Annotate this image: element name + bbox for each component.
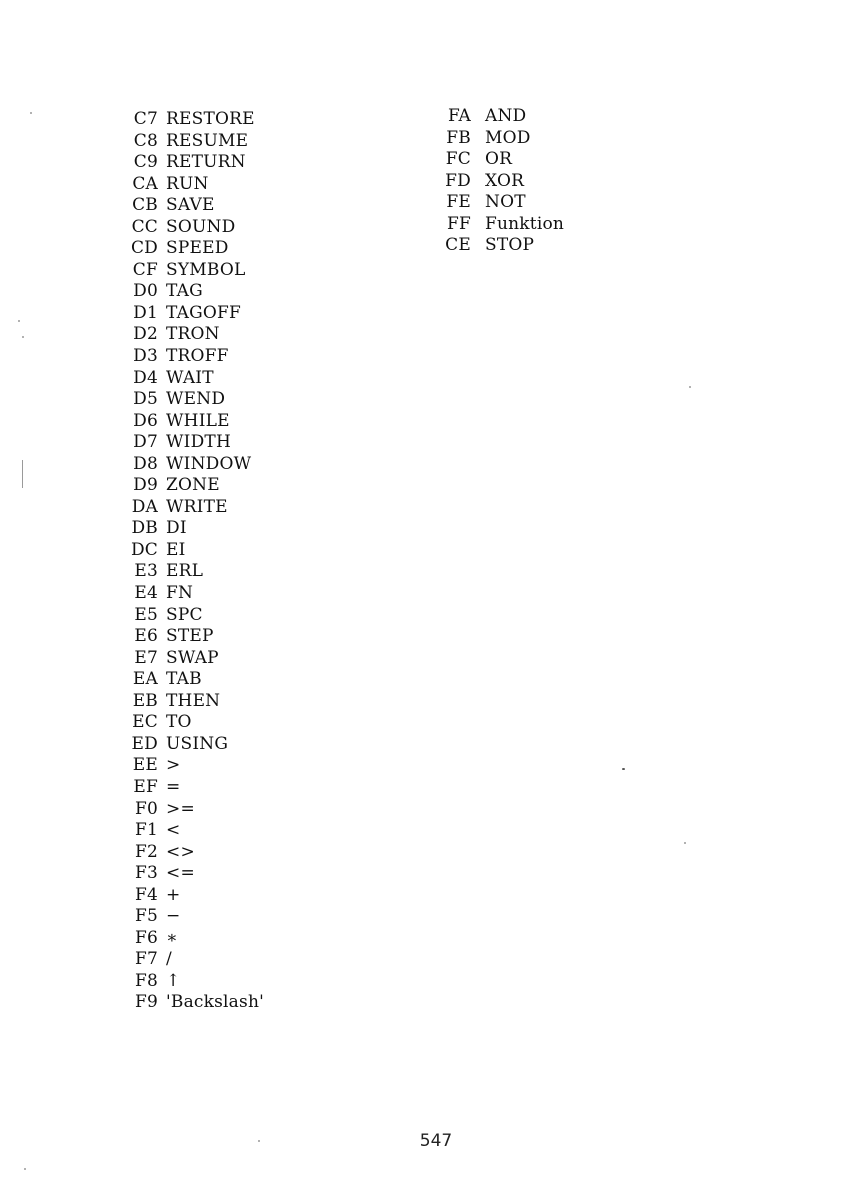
token-keyword: FN [166,583,194,604]
token-row [118,152,264,174]
token-keyword: THEN [166,690,221,711]
token-row [118,238,264,260]
token-keyword: SAVE [166,195,215,216]
token-row [118,605,264,627]
token-code: E3 [134,561,158,582]
token-code: DA [131,496,158,517]
token-keyword: <= [166,863,195,884]
token-row [118,174,264,196]
token-code: D7 [133,432,158,453]
token-keyword: RETURN [166,152,246,173]
token-keyword: WHILE [166,410,230,431]
token-row [118,992,264,1014]
token-keyword: WAIT [166,367,214,388]
token-keyword: WIDTH [166,432,231,453]
token-code: F5 [134,906,158,927]
token-row [118,949,264,971]
token-code: F6 [134,927,158,948]
token-row [443,149,564,171]
token-keyword: RESUME [166,130,249,151]
token-code: EB [132,690,158,711]
token-keyword: STEP [166,626,214,647]
token-keyword: > [166,755,181,776]
token-row [118,195,264,217]
token-code: EE [132,755,158,776]
token-code: FD [445,170,471,191]
token-keyword: SPC [166,604,203,625]
token-row [118,885,264,907]
scan-speck [258,1140,260,1142]
token-code: E7 [134,647,158,668]
token-table-left-column [118,109,264,1014]
token-keyword: XOR [485,170,525,191]
token-row [118,411,264,433]
token-keyword: SWAP [166,647,219,668]
token-code: FF [447,213,471,234]
token-row [118,971,264,993]
token-code: DB [131,518,158,539]
token-keyword: SPEED [166,238,229,259]
token-row [118,346,264,368]
token-code: F8 [134,970,158,991]
token-keyword: RESTORE [166,109,255,129]
token-row [118,777,264,799]
token-keyword: USING [166,733,229,754]
token-keyword: = [166,776,181,797]
token-code: DC [130,539,158,560]
token-row [118,842,264,864]
token-keyword: OR [485,149,513,170]
token-code: FE [446,192,471,213]
token-code: CE [445,235,471,256]
token-code: C9 [133,152,158,173]
token-code: F4 [134,884,158,905]
token-row [118,518,264,540]
token-code: D2 [133,324,158,345]
scan-speck [689,386,691,388]
token-row [118,303,264,325]
token-row [118,432,264,454]
token-row [118,281,264,303]
token-row [118,497,264,519]
token-code: EF [133,776,158,797]
token-row [118,820,264,842]
token-table-right-column [443,106,564,257]
token-row [118,648,264,670]
token-code: E5 [134,604,158,625]
token-keyword: ERL [166,561,204,582]
token-keyword: NOT [485,192,526,213]
token-keyword: + [166,884,181,905]
token-row [118,691,264,713]
token-code: CF [132,259,158,280]
token-keyword: >= [166,798,195,819]
token-row [118,389,264,411]
token-row [118,368,264,390]
scan-speck [30,112,32,114]
token-keyword: TO [166,712,192,733]
token-row [118,799,264,821]
token-keyword: ↑ [166,970,181,991]
token-row [443,171,564,193]
token-keyword: TAGOFF [166,302,241,323]
token-keyword: / [166,949,172,970]
scan-speck [622,768,625,770]
token-row [118,626,264,648]
token-code: D9 [133,475,158,496]
token-row [118,734,264,756]
token-code: CC [131,216,158,237]
token-row [118,475,264,497]
scan-speck [24,1168,26,1170]
token-keyword: < [166,820,181,841]
token-code: F3 [134,863,158,884]
token-row [118,906,264,928]
token-code: EA [132,669,158,690]
token-code: FA [448,106,471,126]
token-code: FC [445,149,471,170]
token-keyword: DI [166,518,187,539]
scan-speck [22,336,24,338]
token-code: F2 [134,841,158,862]
token-row [443,192,564,214]
token-keyword: TRON [166,324,220,345]
token-code: CB [132,195,158,216]
token-code: F1 [134,820,158,841]
token-keyword: STOP [485,235,535,256]
token-keyword: SOUND [166,216,236,237]
token-row [443,235,564,257]
token-keyword: WINDOW [166,453,252,474]
token-row [118,217,264,239]
token-code: C7 [133,109,158,129]
token-code: EC [132,712,158,733]
token-code: D5 [133,389,158,410]
token-code: C8 [133,130,158,151]
token-keyword: − [166,906,181,927]
token-keyword: WEND [166,389,226,410]
token-row [118,755,264,777]
scan-speck [22,460,23,488]
token-row [118,454,264,476]
token-row [118,131,264,153]
token-code: E6 [134,626,158,647]
token-code: CA [132,173,158,194]
token-row [118,540,264,562]
scan-speck [684,842,686,844]
token-keyword: MOD [485,127,531,148]
token-row [118,928,264,950]
token-keyword: RUN [166,173,209,194]
token-code: ED [131,733,158,754]
token-keyword: EI [166,539,186,560]
token-code: F9 [134,992,158,1013]
token-keyword: Funktion [485,213,565,234]
token-row [118,669,264,691]
token-keyword: 'Backslash' [166,992,264,1013]
token-code: FB [446,127,471,148]
token-row [443,214,564,236]
token-keyword: WRITE [166,496,228,517]
token-row [443,128,564,150]
token-keyword: AND [485,106,527,126]
token-row [443,106,564,128]
token-code: CD [130,238,158,259]
token-keyword: TAB [166,669,202,690]
token-code: E4 [134,583,158,604]
token-keyword: SYMBOL [166,259,246,280]
token-code: F7 [134,949,158,970]
token-code: D6 [133,410,158,431]
token-code: D8 [133,453,158,474]
token-row [118,863,264,885]
token-row [118,583,264,605]
token-keyword: ∗ [166,927,178,948]
token-code: D3 [133,346,158,367]
token-code: D1 [133,302,158,323]
token-keyword: <> [166,841,195,862]
token-row [118,712,264,734]
token-row [118,561,264,583]
token-keyword: TROFF [166,346,229,367]
scan-speck [18,320,20,322]
token-keyword: TAG [166,281,203,302]
page-number: 547 [419,1131,453,1151]
token-code: F0 [134,798,158,819]
token-row [118,260,264,282]
token-row [118,324,264,346]
token-row [118,109,264,131]
token-keyword: ZONE [166,475,220,496]
token-code: D0 [133,281,158,302]
token-code: D4 [133,367,158,388]
